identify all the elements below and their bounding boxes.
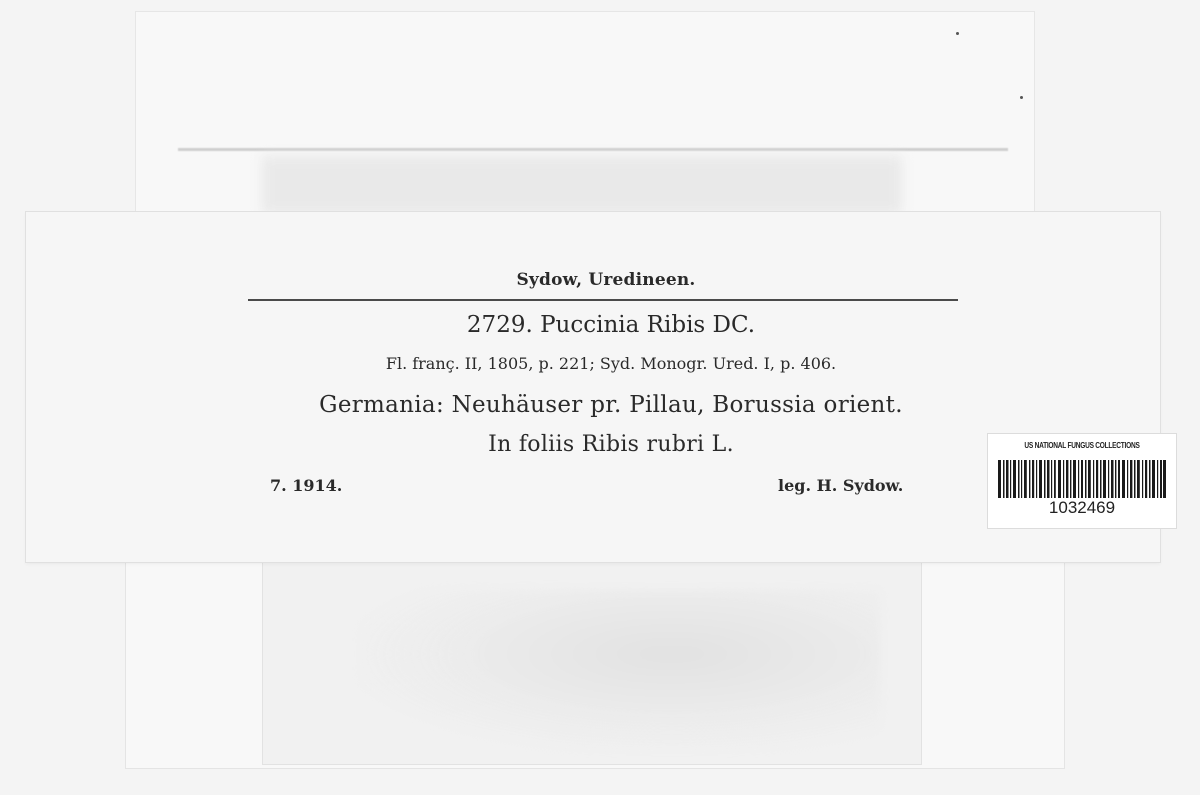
barcode-sticker xyxy=(988,434,1176,528)
catalog-number: 1032469 xyxy=(1048,498,1116,517)
envelope-inner-shadow xyxy=(262,156,902,214)
paper-speck xyxy=(956,32,959,35)
specimen-material xyxy=(360,590,880,750)
collection-date: 7. 1914. xyxy=(270,476,343,495)
collection-locality: Germania: Neuhäuser pr. Pillau, Borussia orient. xyxy=(319,392,903,418)
label-divider xyxy=(248,299,958,301)
specimen-number-and-name: 2729. Puccinia Ribis DC. xyxy=(466,312,756,338)
paper-speck xyxy=(1020,96,1023,99)
envelope-fold-line xyxy=(178,148,1008,151)
host-plant: In foliis Ribis rubri L. xyxy=(488,432,734,457)
exsiccata-series-title: Sydow, Uredineen. xyxy=(516,270,696,290)
collector-name: leg. H. Sydow. xyxy=(778,476,904,495)
literature-reference: Fl. franç. II, 1805, p. 221; Syd. Monogr. Ured. I, p. 406. xyxy=(385,354,837,373)
barcode-icon xyxy=(998,460,1166,498)
collection-name: US NATIONAL FUNGUS COLLECTIONS xyxy=(1024,441,1140,450)
